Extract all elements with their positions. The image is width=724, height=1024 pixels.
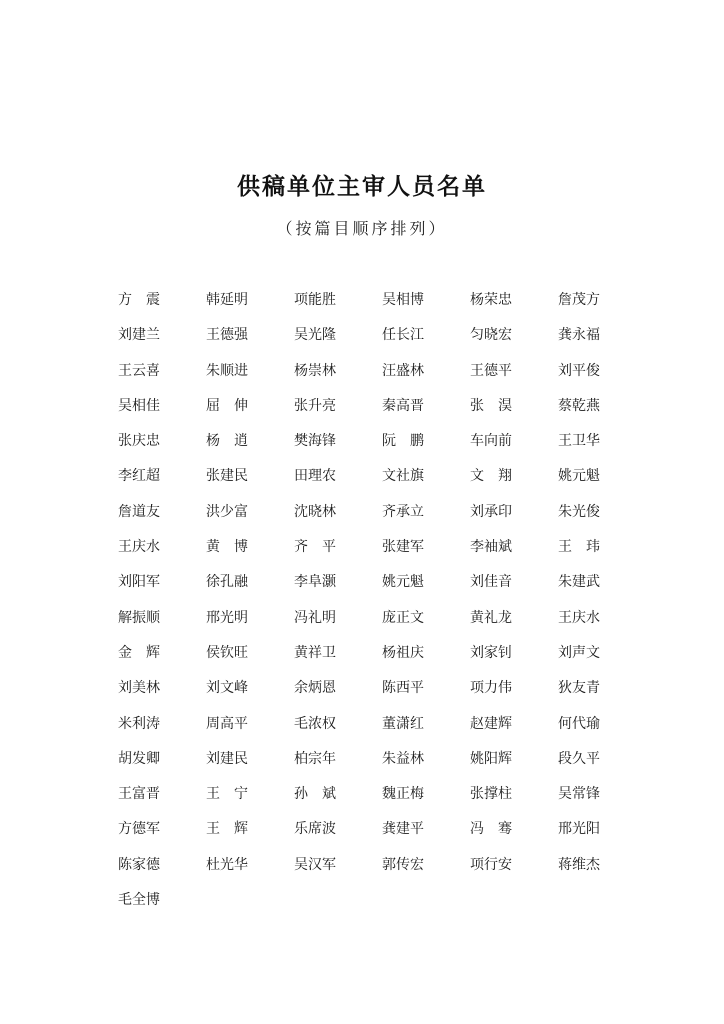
name-entry: 冯 骞 <box>470 821 512 838</box>
name-entry: 郭传宏 <box>382 856 424 873</box>
name-entry: 刘建兰 <box>118 327 160 344</box>
name-entry: 项力伟 <box>470 680 512 697</box>
name-entry: 刘文峰 <box>206 680 248 697</box>
name-entry: 张建军 <box>382 539 424 556</box>
name-entry: 黄礼龙 <box>470 609 512 626</box>
name-entry: 王德强 <box>206 327 248 344</box>
name-entry: 陈西平 <box>382 680 424 697</box>
name-entry: 张升亮 <box>294 397 336 414</box>
name-entry: 侯钦旺 <box>206 644 248 661</box>
name-entry: 邢光阳 <box>558 821 600 838</box>
name-entry: 齐承立 <box>382 503 424 520</box>
name-entry: 蔡乾燕 <box>558 397 600 414</box>
name-entry: 屈 伸 <box>206 397 248 414</box>
name-entry: 周高平 <box>206 715 248 732</box>
name-entry: 刘承印 <box>470 503 512 520</box>
name-entry: 吴相博 <box>382 292 424 308</box>
name-entry: 金 辉 <box>118 644 160 661</box>
name-entry: 蒋维杰 <box>558 856 600 873</box>
name-entry: 张撑柱 <box>470 786 512 803</box>
name-entry: 杨祖庆 <box>382 644 424 661</box>
name-entry: 米利涛 <box>118 715 160 732</box>
name-entry: 黄 博 <box>206 539 248 556</box>
name-entry: 汪盛林 <box>382 362 424 379</box>
name-entry: 刘阳军 <box>118 574 160 591</box>
page-subtitle: （按篇目顺序排列） <box>276 219 448 238</box>
name-entry: 詹茂方 <box>558 292 600 308</box>
name-entry: 匀晓宏 <box>470 327 512 344</box>
name-entry: 毛浓权 <box>294 715 336 732</box>
name-entry: 方 震 <box>118 292 160 308</box>
name-list <box>118 286 646 921</box>
name-entry: 刘平俊 <box>558 362 600 379</box>
name-entry: 沈晓林 <box>294 503 336 520</box>
name-entry: 冯礼明 <box>294 609 336 626</box>
name-entry: 吴相佳 <box>118 397 160 414</box>
name-entry: 刘建民 <box>206 750 248 767</box>
name-entry: 张 淏 <box>470 397 512 414</box>
name-entry: 项行安 <box>470 856 512 873</box>
name-entry: 朱建武 <box>558 574 600 591</box>
name-entry: 狄友青 <box>558 680 600 697</box>
name-entry: 姚阳辉 <box>470 750 512 767</box>
page-title: 供稿单位主审人员名单 <box>237 174 487 200</box>
name-entry: 胡发卿 <box>118 750 160 767</box>
name-entry: 阮 鹏 <box>382 433 424 450</box>
name-entry: 龚建平 <box>382 821 424 838</box>
name-entry: 文 翔 <box>470 468 512 485</box>
name-entry: 文社旗 <box>382 468 424 485</box>
name-entry: 姚元魁 <box>558 468 600 485</box>
name-entry: 陈家德 <box>118 856 160 873</box>
name-entry: 王庆水 <box>118 539 160 556</box>
name-entry: 庞正文 <box>382 609 424 626</box>
name-entry: 吴光隆 <box>294 327 336 344</box>
name-entry: 项能胜 <box>294 292 336 308</box>
name-entry: 解振顺 <box>118 609 160 626</box>
name-entry: 朱光俊 <box>558 503 600 520</box>
name-entry: 樊海锋 <box>294 433 336 450</box>
name-entry: 王 辉 <box>206 821 248 838</box>
name-entry: 李红超 <box>118 468 160 485</box>
name-entry: 杨荣忠 <box>470 292 512 308</box>
name-entry: 韩延明 <box>206 292 248 308</box>
name-entry: 赵建辉 <box>470 715 512 732</box>
name-entry: 朱益林 <box>382 750 424 767</box>
name-entry: 李袖斌 <box>470 539 512 556</box>
name-entry: 何代瑜 <box>558 715 600 732</box>
name-entry: 王 玮 <box>558 539 600 556</box>
name-entry: 董潇红 <box>382 715 424 732</box>
name-entry: 邢光明 <box>206 609 248 626</box>
name-entry: 吴常锋 <box>558 786 600 803</box>
name-entry: 乐席波 <box>294 821 336 838</box>
name-entry: 姚元魁 <box>382 574 424 591</box>
name-entry: 方德军 <box>118 821 160 838</box>
name-entry: 王德平 <box>470 362 512 379</box>
name-entry: 任长江 <box>382 327 424 344</box>
name-entry: 杨 逍 <box>206 433 248 450</box>
name-entry: 王卫华 <box>558 433 600 450</box>
name-entry: 杜光华 <box>206 856 248 873</box>
name-entry: 孙 斌 <box>294 786 336 803</box>
name-entry: 毛全博 <box>118 892 160 909</box>
name-entry: 朱顺进 <box>206 362 248 379</box>
name-entry: 张庆忠 <box>118 433 160 450</box>
name-entry: 詹道友 <box>118 503 160 520</box>
name-entry: 徐孔融 <box>206 574 248 591</box>
name-entry: 魏正梅 <box>382 786 424 803</box>
name-entry: 余炳恩 <box>294 680 336 697</box>
name-entry: 刘佳音 <box>470 574 512 591</box>
name-entry: 刘声文 <box>558 644 600 661</box>
name-entry: 刘美林 <box>118 680 160 697</box>
name-entry: 吴汉军 <box>294 856 336 873</box>
name-entry: 杨崇林 <box>294 362 336 379</box>
name-entry: 王云喜 <box>118 362 160 379</box>
name-entry: 李阜灏 <box>294 574 336 591</box>
name-entry: 黄祥卫 <box>294 644 336 661</box>
name-entry: 田理农 <box>294 468 336 485</box>
name-entry: 王 宁 <box>206 786 248 803</box>
name-entry: 王富晋 <box>118 786 160 803</box>
name-entry: 车向前 <box>470 433 512 450</box>
name-entry: 张建民 <box>206 468 248 485</box>
name-entry: 柏宗年 <box>294 750 336 767</box>
name-entry: 秦高晋 <box>382 397 424 414</box>
name-entry: 王庆水 <box>558 609 600 626</box>
name-entry: 龚永福 <box>558 327 600 344</box>
name-entry: 段久平 <box>558 750 600 767</box>
name-entry: 刘家钊 <box>470 644 512 661</box>
name-entry: 齐 平 <box>294 539 336 556</box>
name-entry: 洪少富 <box>206 503 248 520</box>
